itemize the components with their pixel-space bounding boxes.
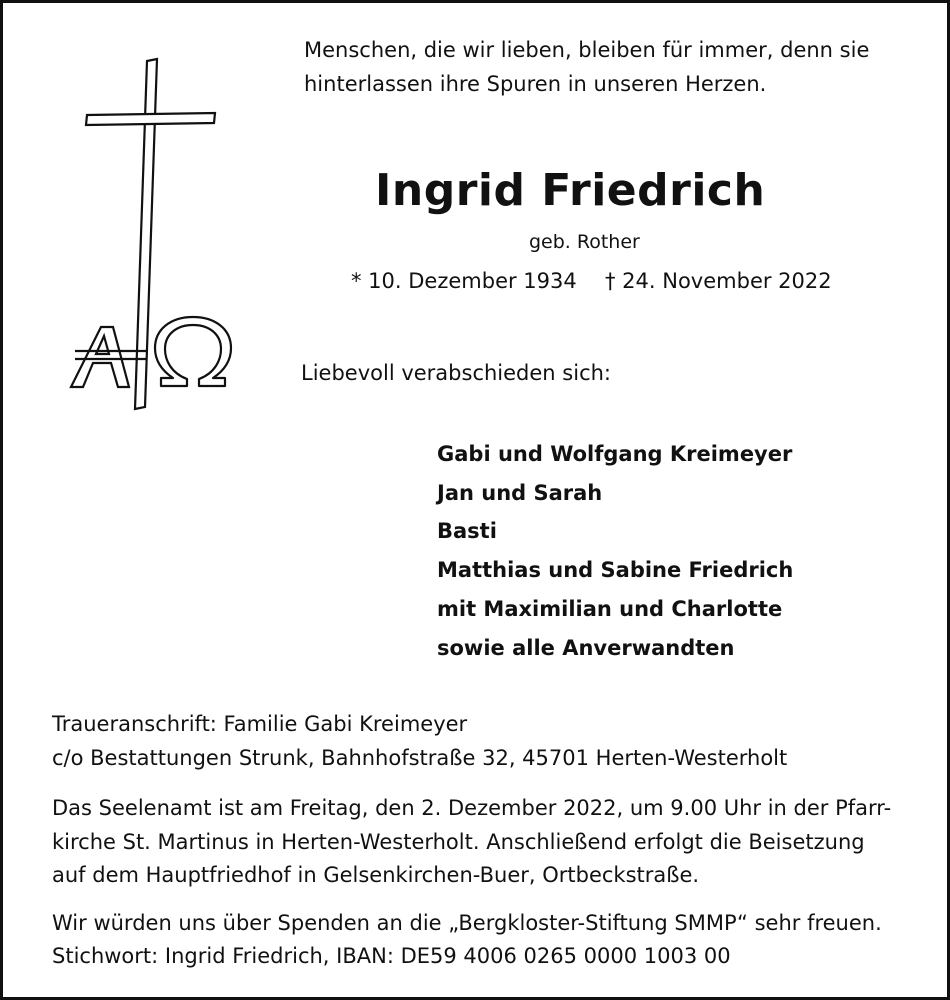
address-line: c/o Bestattungen Strunk, Bahnhofstraße 32, 45701 Herten-Westerholt [52, 746, 788, 770]
address-line: Traueranschrift: Familie Gabi Kreimeyer [52, 712, 468, 736]
mourner-line: Matthias und Sabine Friedrich [437, 558, 794, 582]
cross-alpha-omega-icon [63, 55, 233, 415]
service-line: Das Seelenamt ist am Freitag, den 2. Dezember 2022, um 9.00 Uhr in der Pfarr- [52, 796, 892, 820]
birth-date: * 10. Dezember 1934 [351, 269, 577, 293]
death-date: † 24. November 2022 [605, 269, 832, 293]
quote-line: hinterlassen ihre Spuren in unseren Herzen. [304, 72, 767, 96]
mourner-line: Gabi und Wolfgang Kreimeyer [437, 442, 793, 466]
quote-line: Menschen, die wir lieben, bleiben für immer, denn sie [304, 38, 870, 62]
mourner-line: Basti [437, 519, 497, 543]
deceased-name: Ingrid Friedrich [375, 165, 766, 216]
farewell-intro: Liebevoll verabschieden sich: [301, 361, 611, 385]
mourner-line: sowie alle Anverwandten [437, 636, 735, 660]
mourner-line: Jan und Sarah [437, 481, 603, 505]
service-line: auf dem Hauptfriedhof in Gelsenkirchen-Buer, Ortbeckstraße. [52, 863, 700, 887]
maiden-name: geb. Rother [529, 231, 640, 253]
donation-line: Stichwort: Ingrid Friedrich, IBAN: DE59 4006 0265 0000 1003 00 [52, 944, 731, 968]
mourner-line: mit Maximilian und Charlotte [437, 597, 783, 621]
service-line: kirche St. Martinus in Herten-Westerholt. Anschließend erfolgt die Beisetzung [52, 830, 865, 854]
donation-line: Wir würden uns über Spenden an die „Bergkloster-Stiftung SMMP“ sehr freuen. [52, 911, 882, 935]
omega-icon [155, 317, 231, 386]
